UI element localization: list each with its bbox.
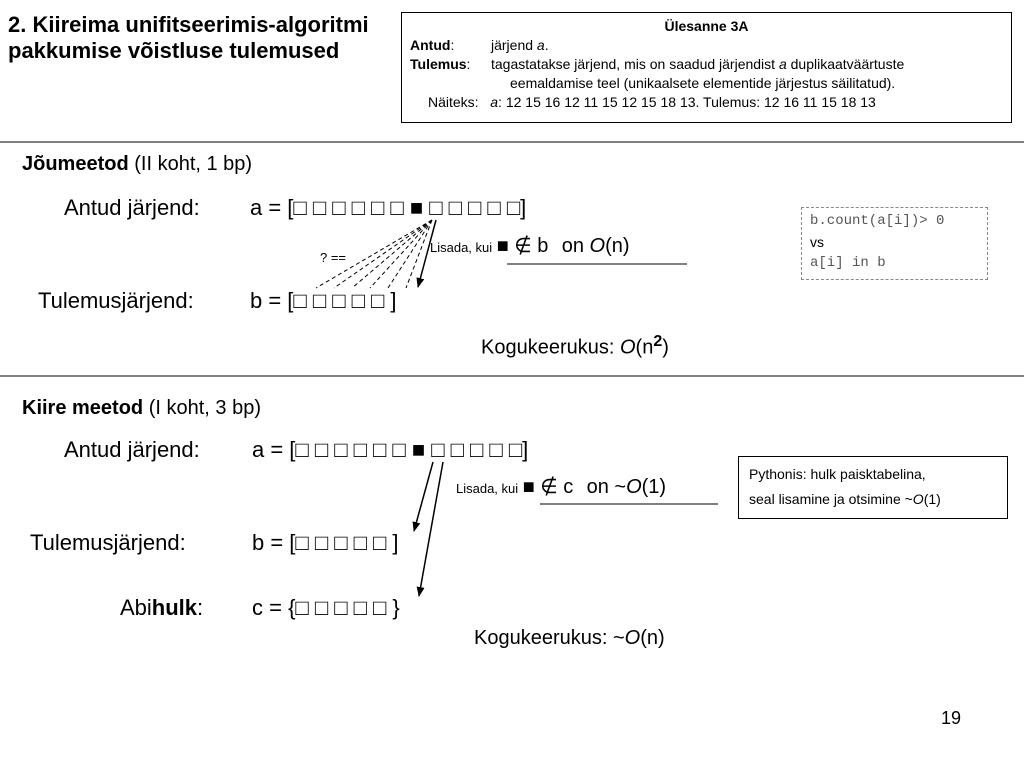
fast-add-cond: ■ ∉ c [522,476,574,498]
task-example-var: a [490,94,499,110]
python-note-line1: Pythonis: hulk paisktabelina, [749,466,926,482]
brute-add-label: Lisada, kui [430,240,493,255]
fast-result-label: Tulemusjärjend: [30,530,186,555]
brute-add-cond: ■ ∉ b [496,235,549,257]
brute-compare-lines [316,220,432,288]
brute-total-arg-close: ) [662,336,669,359]
task-result-text1: tagastatakse järjend, mis on saadud järjendist [491,56,779,72]
brute-add-cost-prefix: on [561,235,590,257]
task-result-text2: duplikaatväärtuste [786,56,905,72]
brute-total-label: Kogukeerukus: [481,336,620,359]
task-heading: Ülesanne 3A [664,18,749,34]
python-note-text: seal lisamine ja otsimine ~ [749,491,913,507]
code-line-vs: vs [810,234,824,250]
fast-add-cost-prefix: on ~ [586,476,627,498]
fast-total-arg: (n) [640,627,665,649]
page-number: 19 [941,708,962,728]
fast-aux-label-bold: hulk [151,595,198,620]
fast-add-cost-arg: (1) [641,476,667,498]
fast-add-cost-O: O [626,476,642,498]
fast-total-label: Kogukeerukus: ~ [474,627,625,649]
compare-line-4 [370,220,432,288]
compare-line-5 [388,220,432,288]
task-result-sep: : [466,56,471,72]
task-example-text: : 12 15 16 12 11 15 12 15 18 13. Tulemus: 12 16 11 15 18 13 [498,94,876,110]
brute-add-cost-arg: (n) [605,235,630,257]
brute-total-exp: 2 [653,333,663,350]
fast-heading-rest: (I koht, 3 bp) [143,397,261,419]
task-result-var: a [778,56,787,72]
brute-add-cost-O: O [589,235,606,257]
python-note-arg: (1) [923,491,941,507]
code-line-count: b.count(a[i])> 0 [810,213,945,229]
code-line-in: a[i] in b [810,255,886,271]
fast-given-seq: a = [□ □ □ □ □ □ ■ □ □ □ □ □] [252,437,529,462]
task-given-sep: : [450,37,455,53]
task-given-end: . [544,37,549,53]
slide-title: 2. Kiireima unifitseerimis-algoritmi pakkumise võistluse tulemused [8,12,369,63]
python-note-O: O [912,491,924,507]
fast-aux-seq: c = {□ □ □ □ □ } [252,595,400,620]
fast-heading-bold: Kiire meetod [22,397,144,419]
compare-line-6 [406,220,432,288]
compare-line-1 [316,220,432,288]
fast-add-label: Lisada, kui [456,481,519,496]
brute-heading-rest: (II koht, 1 bp) [128,153,253,175]
task-result-label: Tulemus [410,56,467,72]
brute-total-O: O [619,336,636,359]
brute-given-label: Antud järjend: [64,195,200,220]
fast-result-seq: b = [□ □ □ □ □ ] [252,530,399,555]
brute-result-label: Tulemusjärjend: [38,288,194,313]
task-result-text3: eemaldamise teel (unikaalsete elementide järjestus säilitatud). [510,75,896,91]
task-example-label: Näiteks: [428,94,479,110]
brute-total-arg-open: (n [635,336,654,359]
fast-given-label: Antud järjend: [64,437,200,462]
brute-compare-label: ? == [320,250,347,265]
task-given-text: järjend [491,37,537,53]
task-given-var: a [536,37,545,53]
fast-add-arrow-c [419,462,443,596]
brute-heading-bold: Jõumeetod [22,153,129,175]
fast-total-O: O [624,627,641,649]
fast-aux-label-pre: Abi [120,595,152,620]
brute-result-seq: b = [□ □ □ □ □ ] [250,288,397,313]
fast-aux-label-end: : [197,595,204,620]
brute-given-seq: a = [□ □ □ □ □ □ ■ □ □ □ □ □] [250,195,527,220]
compare-line-2 [334,220,432,288]
fast-add-arrow-b [414,462,433,531]
task-given-label: Antud [410,37,451,53]
